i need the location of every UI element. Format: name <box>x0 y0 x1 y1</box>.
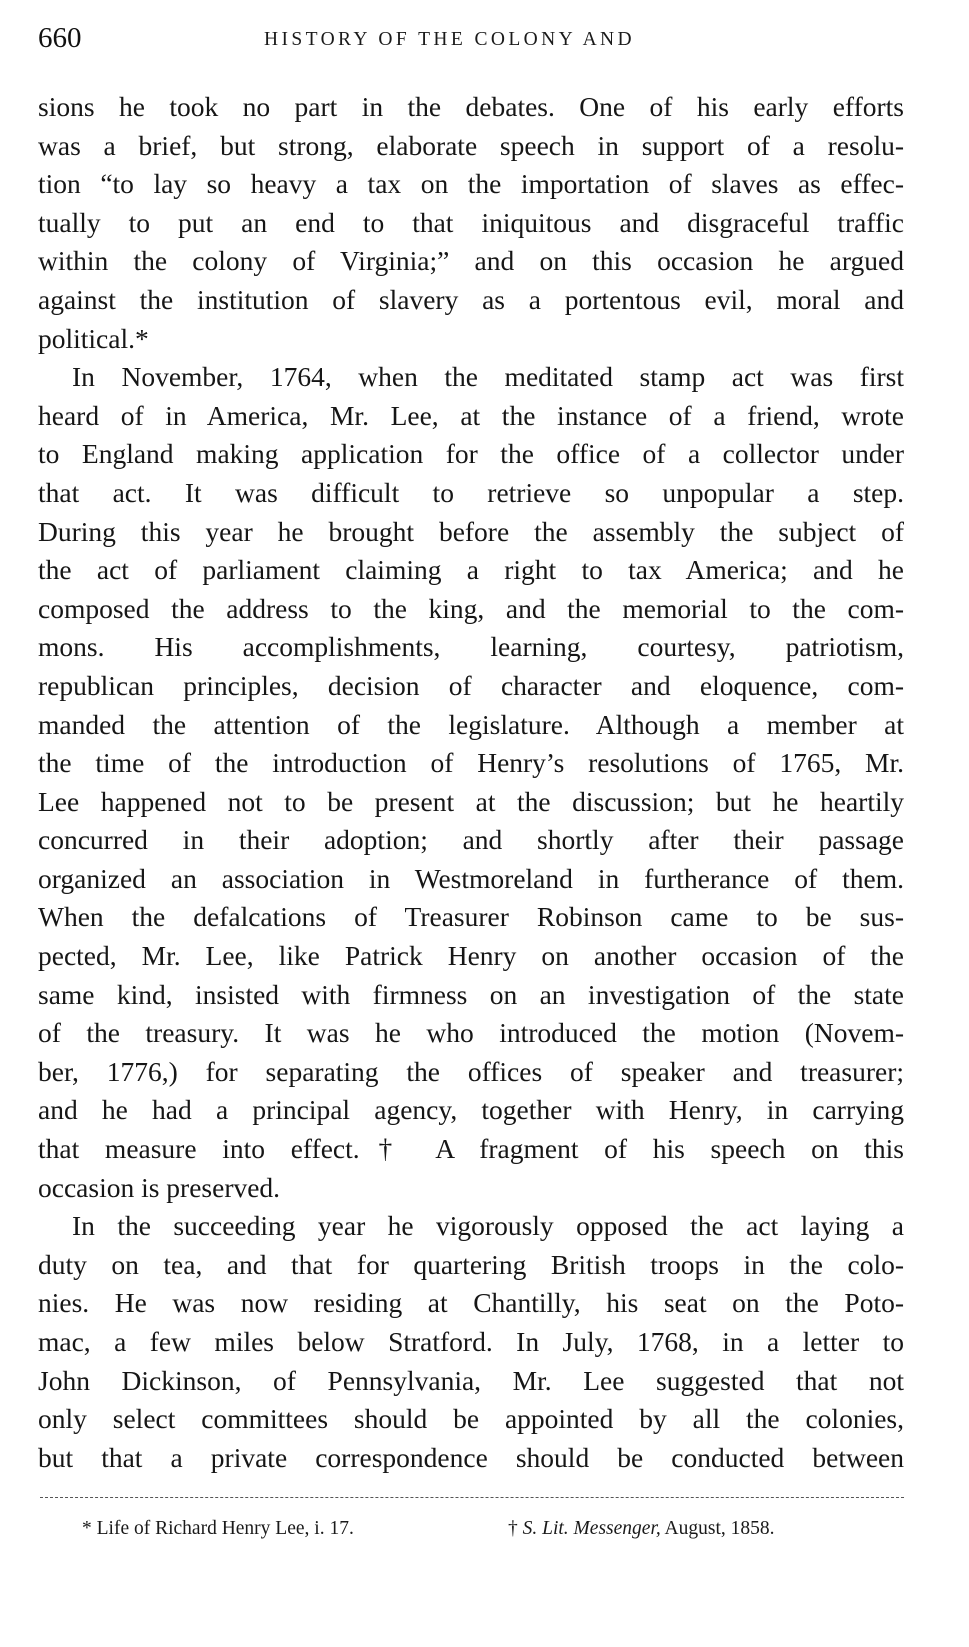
text-line: the time of the introduction of Henry’s resolutions of 1765, Mr. <box>38 747 904 779</box>
text-line: tually to put an end to that iniquitous and disgraceful traffic <box>38 206 904 238</box>
footnote-2 <box>508 1514 775 1544</box>
footnote-1: * Life of Richard Henry Lee, i. 17. <box>82 1518 354 1539</box>
text-line: against the institution of slavery as a portentous evil, moral and <box>38 283 904 315</box>
text-line: heard of in America, Mr. Lee, at the instance of a friend, wrote <box>38 399 904 431</box>
footnote-rule <box>40 1497 904 1498</box>
paragraph-3 <box>38 1207 904 1477</box>
text-line: sions he took no part in the debates. One of his early efforts <box>38 91 904 122</box>
text-line: republican principles, decision of character and eloquence, com- <box>38 669 904 701</box>
text-line: but that a private correspondence should be conducted between <box>38 1441 904 1473</box>
text-line: organized an association in Westmoreland in furtherance of them. <box>38 862 904 894</box>
text-line: same kind, insisted with firmness on an investigation of the state <box>38 978 904 1010</box>
text-line: nies. He was now residing at Chantilly, his seat on the Poto- <box>38 1287 904 1319</box>
text-line: political.* <box>38 322 149 354</box>
body-text <box>38 88 904 1477</box>
footnotes <box>82 1514 904 1546</box>
paragraph-1 <box>38 88 904 358</box>
text-line: Lee happened not to be present at the discussion; but he heartily <box>38 785 904 817</box>
paragraph-2 <box>38 358 904 1207</box>
text-line: manded the attention of the legislature. Although a member at <box>38 708 904 740</box>
text-line: within the colony of Virginia;” and on this occasion he argued <box>38 245 904 277</box>
footnote-2-date: August, 1858. <box>660 1518 775 1539</box>
text-line: and he had a principal agency, together with Henry, in carrying <box>38 1094 904 1126</box>
text-line: During this year he brought before the assembly the subject of <box>38 515 904 547</box>
text-line: to England making application for the office of a collector under <box>38 438 904 470</box>
text-line: In the succeeding year he vigorously opposed the act laying a <box>72 1210 904 1242</box>
text-line: mac, a few miles below Stratford. In July, 1768, in a letter to <box>38 1326 904 1357</box>
footnote-2-source: S. Lit. Messenger, <box>522 1518 661 1539</box>
text-line: tion “to lay so heavy a tax on the importation of slaves as effec- <box>38 168 904 200</box>
text-line: only select committees should be appointed by all the colonies, <box>38 1403 904 1435</box>
text-line: the act of parliament claiming a right to tax America; and he <box>38 554 904 586</box>
text-line: In November, 1764, when the meditated stamp act was first <box>72 361 904 393</box>
text-line: that measure into effect.† A fragment of his speech on this <box>38 1133 904 1165</box>
page-number: 660 <box>38 22 82 54</box>
text-line: concurred in their adoption; and shortly after their passage <box>38 824 904 856</box>
dagger-mark: † <box>508 1518 523 1539</box>
text-line: ber, 1776,) for separating the offices of speaker and treasurer; <box>38 1055 904 1087</box>
running-head <box>38 20 904 60</box>
text-line: mons. His accomplishments, learning, courtesy, patriotism, <box>38 631 904 663</box>
text-line: When the defalcations of Treasurer Robinson came to be sus- <box>38 901 904 933</box>
running-title: HISTORY OF THE COLONY AND <box>264 29 636 50</box>
text-line: occasion is preserved. <box>38 1171 281 1203</box>
text-line: of the treasury. It was he who introduced the motion (Novem- <box>38 1017 904 1049</box>
text-line: John Dickinson, of Pennsylvania, Mr. Lee suggested that not <box>38 1364 904 1396</box>
text-line: that act. It was difficult to retrieve so unpopular a step. <box>38 476 904 508</box>
text-line: composed the address to the king, and the memorial to the com- <box>38 592 904 624</box>
text-line: pected, Mr. Lee, like Patrick Henry on another occasion of the <box>38 940 904 972</box>
text-line: was a brief, but strong, elaborate speech in support of a resolu- <box>38 129 904 161</box>
text-line: duty on tea, and that for quartering British troops in the colo- <box>38 1248 904 1280</box>
